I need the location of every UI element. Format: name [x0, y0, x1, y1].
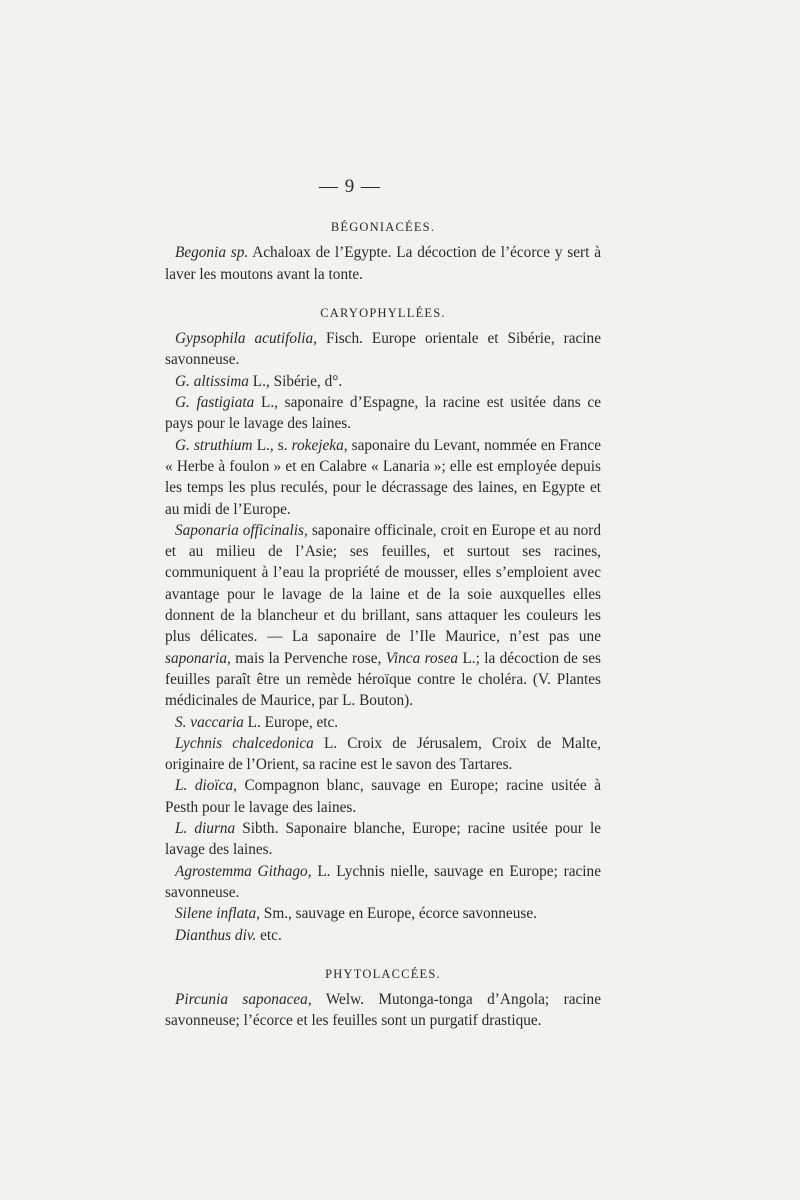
entry-dianthus [165, 925, 601, 946]
species-name: L. dioïca, [175, 777, 237, 795]
species-name: saponaria, [165, 649, 231, 667]
entry-lychnis-dioica [165, 775, 601, 818]
page-number: — 9 — [319, 176, 381, 197]
entry-text: L.; la décoction de ses feuilles paraît être un remède héroïque contre le choléra. (V. Plantes médicinales de Maurice, par L. Bouton). [165, 649, 601, 710]
entry-saponaria-officinalis [165, 520, 601, 712]
species-name: rokejeka, [291, 436, 348, 454]
entry-gypsophila-altissima [165, 371, 601, 392]
species-name: Dianthus div. [175, 926, 257, 944]
entry-agrostemma-githago [165, 861, 601, 904]
entry-lychnis-chalcedonica [165, 733, 601, 776]
species-name: Saponaria officinalis, [175, 521, 308, 539]
section-heading-phytolaccees: PHYTOLACCÉES. [325, 966, 441, 981]
section-heading-caryophyllees: CARYOPHYLLÉES. [320, 305, 446, 320]
species-name: Vinca rosea [385, 649, 459, 667]
species-name: G. altissima [175, 372, 249, 390]
entry-gypsophila-struthium [165, 435, 601, 520]
entry-text: L., Sibérie, d°. [248, 372, 343, 390]
entry-text: saponaire du Levant, nommée en France « Herbe à foulon » et en Calabre « Lanaria »; elle est employée depuis les temps les plus reculés, pour le décrassage des laines, en Egypte et au midi de l’Europe. [165, 436, 601, 518]
section-heading-begoniacees: BÉGONIACÉES. [330, 220, 436, 234]
entry-saponaria-vaccaria [165, 712, 601, 733]
species-name: L. diurna [175, 820, 236, 838]
species-name: Lychnis chalcedonica [175, 734, 314, 752]
entry-text: L. Europe, etc. [243, 713, 339, 731]
species-name: Gypsophila acutifolia, [175, 330, 317, 348]
species-name: G. fastigiata [175, 394, 255, 412]
entry-text: Achaloax de l’Egypte. La décoction de l’écorce y sert à laver les moutons avant la tonte. [165, 244, 601, 283]
entry-text: Compagnon blanc, sauvage en Europe; racine usitée à Pesth pour le lavage des laines. [165, 777, 601, 816]
species-name: Begonia sp. [175, 244, 249, 262]
entry-begonia [165, 242, 601, 285]
entry-text: Welw. Mutonga-tonga d’Angola; racine savonneuse; l’écorce et les feuilles sont un purgatif drastique. [165, 991, 601, 1030]
entry-text: mais la Pervenche rose, [230, 649, 386, 667]
species-name: G. struthium [175, 436, 253, 454]
text-block [165, 212, 601, 1032]
entry-text: L., s. [252, 436, 292, 454]
species-name: S. vaccaria [175, 713, 244, 731]
species-name: Pircunia saponacea, [175, 991, 312, 1009]
entry-text: saponaire officinale, croit en Europe et au nord et au milieu de l’Asie; ses feuilles, et surtout ses racines, communiquent à l’eau la propriété de mousser, elles s’emploient avec avantage pour le lavage de la laine et de la soie auxquelles elles donnent de la blancheur et du brillant, sans attaquer les couleurs les plus délicates. — La saponaire de l’Ile Maurice, n’est pas une [165, 521, 602, 646]
entry-gypsophila-acutifolia [165, 328, 601, 371]
entry-text: L., saponaire d’Espagne, la racine est usitée dans ce pays pour le lavage des laines. [165, 394, 601, 433]
entry-text: L. Croix de Jérusalem, Croix de Malte, originaire de l’Orient, sa racine est le savon des Tartares. [165, 734, 601, 774]
entry-text: Fisch. Europe orientale et Sibérie, racine savonneuse. [165, 330, 601, 369]
species-name: Agrostemma Githago, [175, 862, 312, 880]
entry-silene-inflata [165, 903, 601, 924]
entry-lychnis-diurna [165, 818, 601, 861]
entry-gypsophila-fastigiata [165, 392, 601, 435]
entry-text: etc. [256, 926, 282, 944]
species-name: Silene inflata, [175, 905, 260, 923]
entry-pircunia-saponacea [165, 989, 601, 1032]
entry-text: Sm., sauvage en Europe, écorce savonneuse. [259, 905, 537, 923]
entry-text: Sibth. Saponaire blanche, Europe; racine usitée pour le lavage des laines. [165, 820, 601, 859]
entry-text: L. Lychnis nielle, sauvage en Europe; racine savonneuse. [165, 862, 601, 901]
